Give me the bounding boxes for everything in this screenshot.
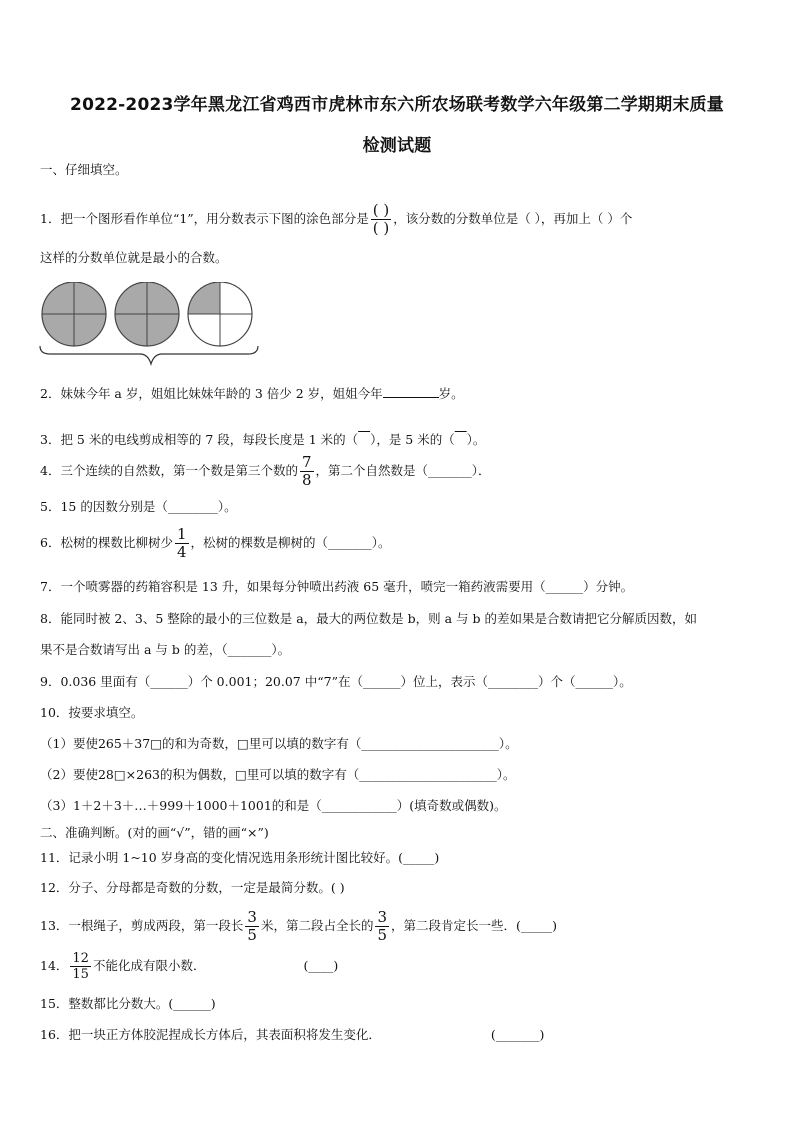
q4-text-b: ，第二个自然数是（_______）． (315, 463, 491, 478)
question-1-line1 (40, 203, 632, 236)
question-10-part1: （1）要使265＋37□的和为奇数，□里可以填的数字有（______________________）。 (40, 736, 518, 751)
q3-blank-1[interactable] (358, 432, 370, 447)
q1-text-a: 1．把一个图形看作单位“1”，用分数表示下图的涂色部分是 (40, 211, 369, 226)
q2-text-a: 2．妹妹今年 a 岁，姐姐比妹妹年龄的 3 倍少 2 岁，姐姐今年 (40, 386, 383, 401)
brace-under-circles (40, 346, 258, 364)
q3-text-a: 3．把 5 米的电线剪成相等的 7 段，每段长度是 1 米的（ (40, 432, 359, 447)
question-5: 5．15 的因数分别是（________）。 (40, 499, 237, 514)
question-10-part2: （2）要使28□×263的积为偶数，□里可以填的数字有（______________________）。 (40, 767, 516, 782)
question-10-part3: （3）1＋2＋3＋…＋999＋1000＋1001的和是（____________）(填奇数或偶数)。 (40, 798, 507, 813)
q14-text-a: 不能化成有限小数． (92, 958, 206, 973)
circle-3-quarter (188, 282, 252, 346)
question-16 (40, 1027, 544, 1043)
q6-frac-den: 4 (176, 543, 187, 561)
page-title-line2: 检测试题 (362, 136, 432, 156)
question-8-line1: 8．能同时被 2、3、5 整除的最小的三位数是 a，最大的两位数是 b，则 a 与 b 的差如果是合数请把它分解质因数，如 (40, 611, 698, 626)
q14-fraction (70, 952, 91, 981)
q14-frac-den: 15 (72, 967, 89, 982)
q14-frac-num: 12 (72, 951, 89, 966)
question-3 (40, 432, 485, 448)
question-7: 7．一个喷雾器的药箱容积是 13 升，如果每分钟喷出药液 65 毫升，喷完一箱药液需要用（______）分钟。 (40, 579, 634, 594)
section-2-heading: 二、准确判断。(对的画“√”，错的画“×”) (40, 825, 269, 840)
q13-text-b: 米，第二段占全长的 (260, 918, 374, 933)
q16-text-a: 16．把一块正方体胶泥捏成长方体后，其表面积将发生变化． (40, 1027, 381, 1042)
question-4 (40, 455, 491, 488)
q1-text-b: ，该分数的分数单位是（ ），再加上（ ）个 (393, 211, 633, 226)
q6-text-a: 6．松树的棵数比柳树少 (40, 535, 173, 550)
question-12: 12．分子、分母都是奇数的分数，一定是最简分数。( ) (40, 880, 345, 895)
q4-text-a: 4．三个连续的自然数，第一个数是第三个数的 (40, 463, 298, 478)
q14-number: 14． (40, 958, 69, 973)
question-2 (40, 385, 464, 402)
question-14 (40, 952, 338, 981)
q1-fraction-blank (371, 203, 391, 236)
q3-text-c: ）。 (466, 432, 486, 447)
question-13 (40, 910, 557, 943)
question-8-line2: 果不是合数请写出 a 与 b 的差，（_______）。 (40, 642, 291, 657)
q2-answer-blank[interactable] (383, 385, 439, 398)
q13-frac2-num: 3 (377, 908, 388, 926)
question-9: 9．0.036 里面有（______）个 0.001；20.07 中“7”在（______）位上，表示（________）个（______）。 (40, 674, 632, 689)
q13-frac2-den: 5 (377, 926, 388, 944)
question-1-line2: 这样的分数单位就是最小的合数。 (40, 250, 228, 265)
q4-frac-den: 8 (301, 471, 312, 489)
question-6 (40, 527, 391, 560)
q13-fraction-2 (375, 910, 389, 943)
q6-frac-num: 1 (176, 525, 187, 543)
question-11: 11．记录小明 1~10 岁身高的变化情况选用条形统计图比较好。(_____) (40, 850, 440, 865)
fraction-circles-figure (36, 282, 266, 368)
q4-frac-num: 7 (301, 453, 312, 471)
q13-text-a: 13．一根绳子，剪成两段，第一段长 (40, 918, 244, 933)
question-10-heading: 10．按要求填空。 (40, 705, 144, 720)
q6-fraction (175, 527, 189, 560)
q2-text-b: 岁。 (438, 386, 464, 401)
q1-frac-num: ( ) (372, 201, 390, 219)
question-15: 15．整数都比分数大。(______) (40, 996, 216, 1011)
q13-frac1-num: 3 (247, 908, 257, 926)
circle-2-full (115, 282, 179, 346)
q4-fraction (300, 455, 314, 488)
section-1-heading: 一、仔细填空。 (40, 162, 128, 177)
q13-fraction-1 (245, 910, 259, 943)
q14-answer: (____) (303, 958, 339, 973)
q3-text-b: ），是 5 米的（ (370, 432, 455, 447)
page-title-line1: 2022-2023学年黑龙江省鸡西市虎林市东六所农场联考数学六年级第二学期期末质量 (70, 95, 724, 115)
q3-blank-2[interactable] (455, 432, 467, 447)
q13-text-c: ，第二段肯定长一些．(_____) (391, 918, 558, 933)
q13-frac1-den: 5 (247, 926, 257, 944)
q16-answer: (_______) (490, 1027, 545, 1042)
q1-frac-den: ( ) (372, 219, 390, 237)
q6-text-b: ，松树的棵数是柳树的（_______）。 (190, 535, 391, 550)
circle-1-full (42, 282, 106, 346)
